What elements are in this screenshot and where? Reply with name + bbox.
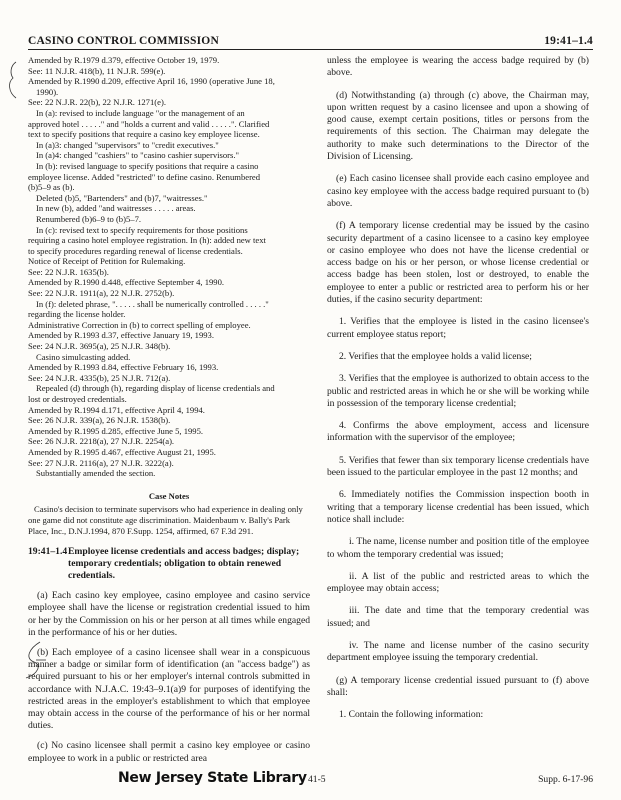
numbered-item-paragraph: 2. Verifies that the employee holds a valid license;: [339, 350, 532, 362]
history-line: In (f): deleted phrase, ". . . . . shall be numerically controlled . . . . .": [36, 298, 269, 309]
body-paragraph: unless the employee is wearing the access badge required by (b) above.: [327, 55, 589, 79]
history-line: Renumbered (b)6–9 to (b)5–7.: [36, 213, 142, 224]
history-notes: [28, 55, 310, 479]
history-line: Notice of Receipt of Petition for Rulemaking.: [28, 256, 186, 267]
history-line: In (b): revised language to specify positions that require a casino: [36, 160, 259, 171]
running-header: [28, 35, 593, 50]
history-line: Administrative Correction in (b) to correct spelling of employee.: [28, 319, 251, 330]
history-line: In new (b), added "and waitresses . . . . . areas.: [36, 203, 196, 214]
section-number: 19:41–1.4: [28, 546, 68, 558]
supplement-date: Supp. 6-17-96: [538, 774, 593, 785]
history-line: Casino simulcasting added.: [36, 351, 131, 362]
history-line: text to specify positions that require a casino key employee license.: [28, 129, 260, 140]
case-notes-body: Casino's decision to terminate supervisors who had experience in dealing only one game did not constitute age discrimination. Maidenbaum v. Bally's Park Place, Inc., D.N.J.1994, 870 F.Supp. 1254, affirmed, 67 F.3d 291.: [28, 504, 303, 536]
numbered-item-paragraph: 6. Immediately notifies the Commission inspection booth in writing that a temporary license credential has been issued, which notice shall include:: [327, 489, 589, 525]
history-line: See: 24 N.J.R. 4335(b), 25 N.J.R. 712(a).: [28, 372, 171, 383]
history-line: See: 11 N.J.R. 418(b), 11 N.J.R. 599(e).: [28, 65, 166, 76]
history-line: In (c): revised text to specify requirements for those positions: [36, 224, 248, 235]
history-line: See: 22 N.J.R. 1911(a), 22 N.J.R. 2752(b).: [28, 288, 175, 299]
history-line: to specify procedures regarding renewal of license credentials.: [28, 245, 243, 256]
history-line: approved hotel . . . . ." and "holds a current and valid . . . . .". Clarified: [28, 118, 270, 129]
library-stamp: New Jersey State Library: [118, 770, 307, 786]
case-notes-title: Case Notes: [148, 490, 190, 501]
body-paragraph: (g) A temporary license credential issued pursuant to (f) above shall:: [327, 674, 589, 698]
history-line: See: 22 N.J.R. 1635(b).: [28, 266, 109, 277]
numbered-item-paragraph: 5. Verifies that fewer than six temporary license credentials have been issued to the particular employee in the past 12 months; and: [327, 454, 589, 479]
history-line: requiring a casino hotel employee registration. In (h): added new text: [28, 235, 266, 246]
page-footer: [28, 770, 593, 790]
sub-item-paragraph: ii. A list of the public and restricted areas to which the employee may obtain access;: [327, 570, 589, 595]
page-number: 41-5: [308, 774, 326, 785]
history-line: In (a): revised to include language "or the management of an: [36, 107, 245, 118]
history-line: Amended by R.1993 d.37, effective January 19, 1993.: [28, 330, 214, 341]
history-line: regarding the license holder.: [28, 309, 126, 320]
history-line: Amended by R.1995 d.285, effective June 5, 1995.: [28, 425, 204, 436]
history-line: See: 27 N.J.R. 2116(a), 27 N.J.R. 3222(a).: [28, 457, 174, 468]
history-line: Amended by R.1995 d.467, effective August 21, 1995.: [28, 446, 216, 457]
history-line: Amended by R.1993 d.84, effective February 16, 1993.: [28, 362, 219, 373]
body-paragraph: (f) A temporary license credential may be issued by the casino security department of a casino licensee to a casino key employee or casino employee who does not have the license credential or access badge on his or her person, or whose license credential or access badge has been stolen, lost or destroyed, to enable the employee to enter a public or restricted area to perform his or her duties, if the casino security department:: [327, 220, 589, 306]
history-line: Amended by R.1994 d.171, effective April 4, 1994.: [28, 404, 205, 415]
body-paragraph: (e) Each casino licensee shall provide each casino employee and casino key employee with the access badge required pursuant to (b) above.: [327, 173, 589, 209]
history-line: Substantially amended the section.: [36, 468, 156, 479]
numbered-item-paragraph: 4. Confirms the above employment, access and licensure information with the supervisor of the employee;: [327, 420, 589, 444]
history-line: Amended by R.1990 d.209, effective April 16, 1990 (operative June 18,: [28, 76, 275, 87]
right-column: [327, 55, 589, 731]
numbered-item-paragraph: 3. Verifies that the employee is authorized to obtain access to the public and restricted areas in which he or she will be working while in possession of the temporary license credential;: [327, 373, 589, 409]
history-line: In (a)4: changed "cashiers" to "casino cashier supervisors.": [36, 150, 240, 161]
history-line: 1990).: [36, 86, 59, 97]
history-line: See: 22 N.J.R. 22(b), 22 N.J.R. 1271(e).: [28, 97, 166, 108]
numbered-item-paragraph: 1. Contain the following information:: [339, 709, 484, 721]
body-paragraph: (d) Notwithstanding (a) through (c) above, the Chairman may, upon written request by a casino licensee and upon a showing of good cause, exempt certain positions, titles or persons from the requirements of this section. The Chairman may delegate the authority to make such determinations to the Director of the Division of Licensing.: [327, 89, 589, 163]
history-line: lost or destroyed credentials.: [28, 394, 127, 404]
history-line: In (a)3: changed "supervisors" to "credit executives.": [36, 139, 219, 150]
history-line: (b)5–9 as (b).: [28, 182, 75, 193]
numbered-item-paragraph: 1. Verifies that the employee is listed in the casino licensee's current employee status report;: [327, 316, 589, 340]
history-line: Deleted (b)5, "Bartenders" and (b)7, "waitresses.": [36, 192, 208, 203]
history-line: Amended by R.1990 d.448, effective September 4, 1990.: [28, 277, 225, 288]
history-line: See: 26 N.J.R. 339(a), 26 N.J.R. 1538(b).: [28, 415, 171, 426]
body-paragraph: (b) Each employee of a casino licensee shall wear in a conspicuous manner a badge or similar form of identification (an "access badge") as required pursuant to his or her employer's internal controls submitted in accordance with N.J.A.C. 19:43–9.1(a)9 for purposes of identifying the restricted areas in the employer's establishment to which that employee may obtain access in the course of the performance of his or her normal duties.: [28, 646, 310, 732]
header-section-number: 19:41–1.4: [544, 35, 593, 47]
sub-item-paragraph: i. The name, license number and position title of the employee to whom the temporary credential was issued;: [327, 536, 589, 560]
history-line: Repealed (d) through (h), regarding display of license credentials and: [36, 383, 275, 394]
history-line: Amended by R.1979 d.379, effective October 19, 1979.: [28, 55, 220, 65]
header-title: CASINO CONTROL COMMISSION: [28, 35, 219, 47]
history-line: employee license. Added "restricted" to define casino. Renumbered: [28, 171, 261, 182]
sub-item-paragraph: iv. The name and license number of the casino security department employee issuing the temporary credential.: [327, 639, 589, 664]
body-paragraph: (c) No casino licensee shall permit a casino key employee or casino employee to work in a public or restricted area: [28, 740, 310, 764]
left-paragraphs: [28, 590, 310, 765]
margin-bracket-mark: [4, 60, 18, 100]
section-heading: [28, 546, 310, 582]
left-column: [28, 55, 310, 765]
section-title: Employee license credentials and access badges; display; temporary credentials; obligation to obtain renewed credentials.: [68, 546, 300, 582]
history-line: See: 24 N.J.R. 3695(a), 25 N.J.R. 348(b).: [28, 341, 171, 352]
body-paragraph: (a) Each casino key employee, casino employee and casino service employee shall have the license or registration credential issued to him or her by the Commission on his or her person at all times while engaged in the performance of his or her duties.: [28, 590, 310, 638]
right-paragraphs: [327, 55, 589, 721]
sub-item-paragraph: iii. The date and time that the temporary credential was issued; and: [327, 605, 589, 629]
history-line: See: 26 N.J.R. 2218(a), 27 N.J.R. 2254(a).: [28, 436, 175, 447]
